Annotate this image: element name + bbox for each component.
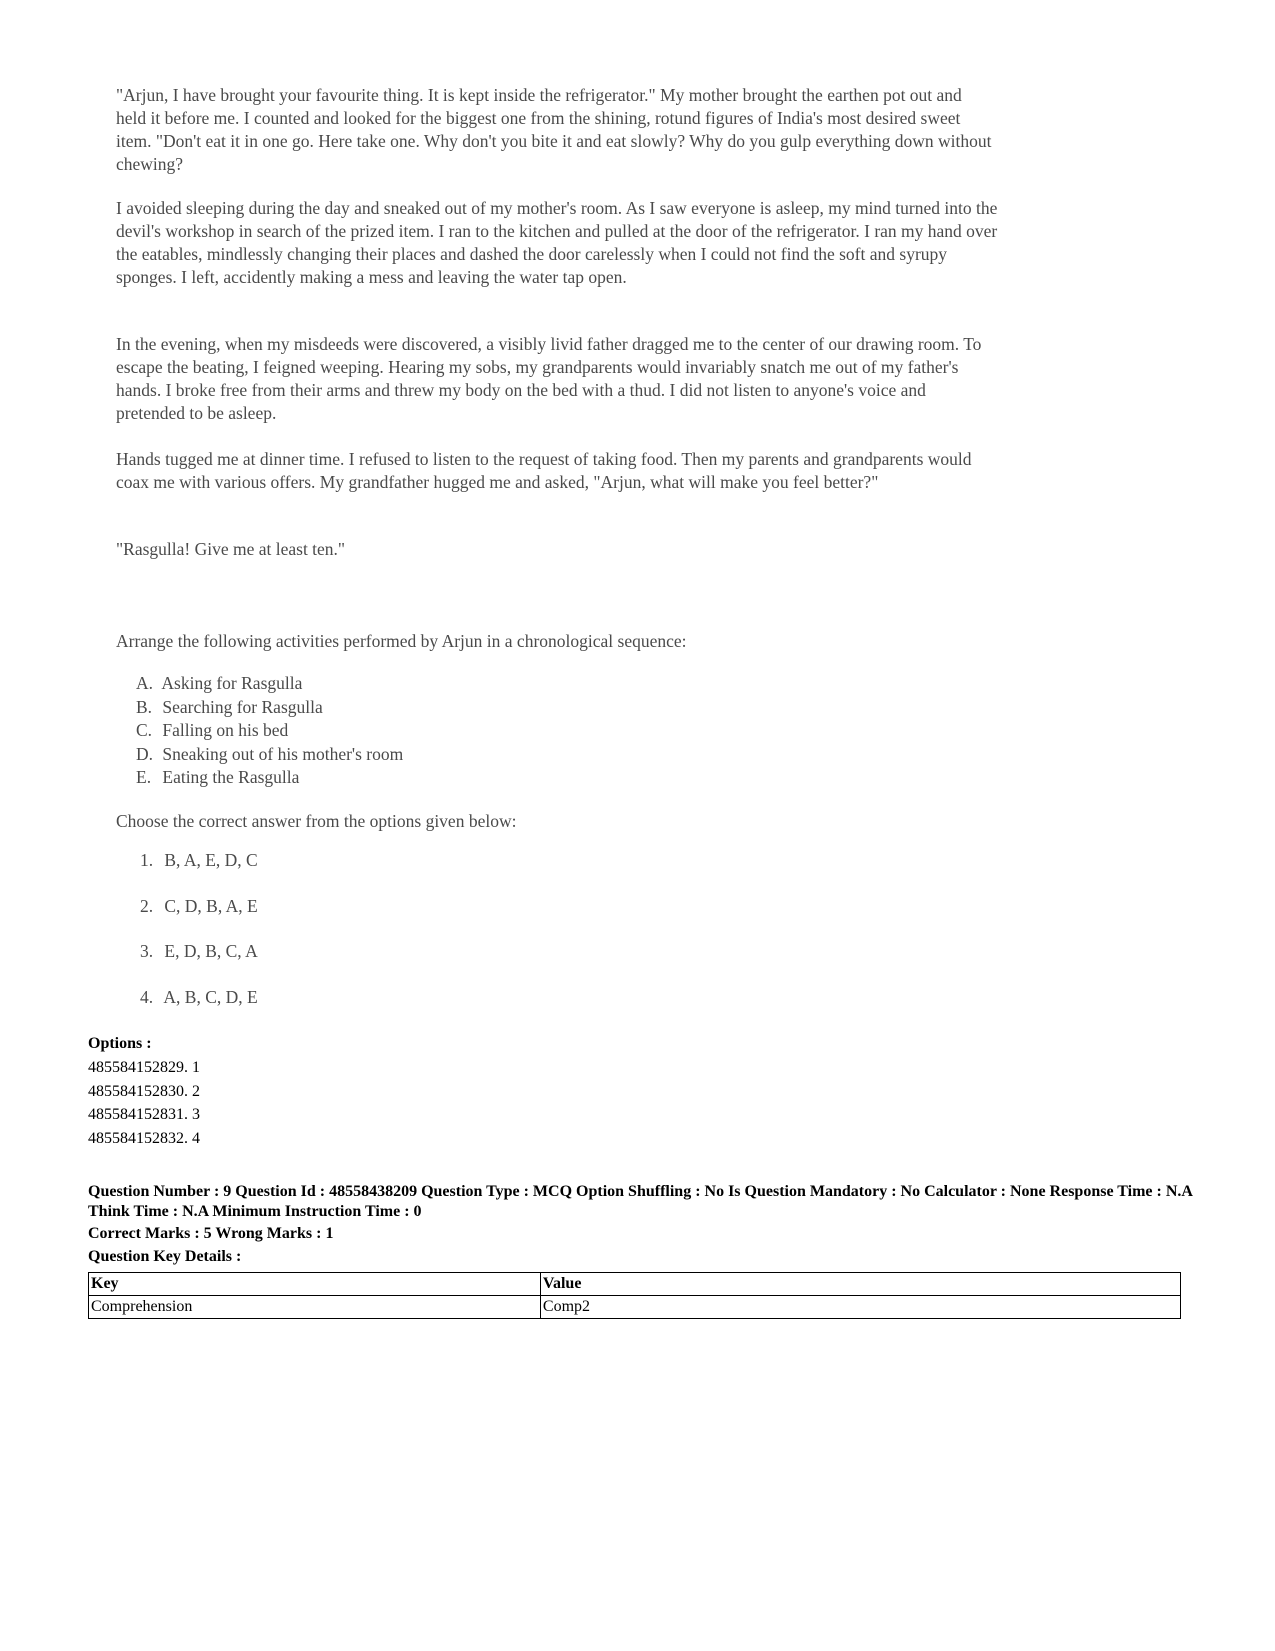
table-cell-value: Comp2 (540, 1296, 1180, 1319)
option-item: 485584152831. 3 (88, 1106, 200, 1123)
options-heading: Options : (88, 1035, 152, 1052)
activity-item: B. Searching for Rasgulla (136, 696, 323, 717)
passage-paragraph-4: Hands tugged me at dinner time. I refused to listen to the request of taking food. Then my parents and grandparents would coax me with various offers. My grandfather hugged me and asked, "Arjun, what will make you feel better?" (116, 449, 972, 492)
choose-instruction: Choose the correct answer from the options given below: (116, 811, 517, 831)
marks-line: Correct Marks : 5 Wrong Marks : 1 (88, 1225, 334, 1242)
answer-choice: 3. E, D, B, C, A (140, 941, 258, 961)
passage-paragraph-3: In the evening, when my misdeeds were discovered, a visibly livid father dragged me to the center of our drawing room. To escape the beating, I feigned weeping. Hearing my sobs, my grandparents would invariably snatch me out of my father's hands. I broke free from their arms and threw my body on the bed with a thud. I did not listen to anyone's voice and pretended to be asleep. (116, 334, 982, 423)
activity-item: A. Asking for Rasgulla (136, 673, 303, 693)
activity-item: C. Falling on his bed (136, 720, 289, 740)
option-item: 485584152830. 2 (88, 1082, 200, 1100)
passage-paragraph-2: I avoided sleeping during the day and sneaked out of my mother's room. As I saw everyone is asleep, my mind turned into the devil's workshop in search of the prized item. I ran to the kitchen and pulled at the door of the refrigerator. I ran my hand over the eatables, mindlessly changing their places and dashed the door carelessly when I could not find the soft and syrupy sponges. I left, accidently making a mess and leaving the water tap open. (116, 198, 998, 287)
question-key-table (88, 1272, 1181, 1319)
options-list (88, 1056, 200, 1150)
passage-paragraph-5: "Rasgulla! Give me at least ten." (116, 539, 346, 559)
option-item: 485584152829. 1 (88, 1059, 200, 1076)
activity-item: E. Eating the Rasgulla (136, 767, 300, 787)
question-instruction: Arrange the following activities performed by Arjun in a chronological sequence: (116, 631, 687, 651)
activity-list (136, 672, 403, 790)
question-metadata: Question Number : 9 Question Id : 48558438209 Question Type : MCQ Option Shuffling : No Is Question Mandatory : No Calculator : None Response Time : N.A Think Time : N.A Minimum Instruction Time : 0 (88, 1183, 1193, 1220)
answer-choice: 1. B, A, E, D, C (140, 850, 258, 870)
table-cell-key: Comprehension (89, 1296, 541, 1319)
key-details-heading: Question Key Details : (88, 1248, 242, 1265)
answer-choice: 2. C, D, B, A, E (140, 895, 258, 916)
table-header-key: Key (89, 1273, 541, 1296)
activity-item: D. Sneaking out of his mother's room (136, 743, 404, 764)
answer-choice-list (140, 849, 258, 1031)
table-row (89, 1296, 1181, 1319)
table-header-value: Value (540, 1273, 1180, 1296)
answer-choice: 4. A, B, C, D, E (140, 986, 258, 1007)
table-header-row (89, 1273, 1181, 1296)
option-item: 485584152832. 4 (88, 1129, 200, 1147)
passage-paragraph-1: "Arjun, I have brought your favourite thing. It is kept inside the refrigerator." My mother brought the earthen pot out and held it before me. I counted and looked for the biggest one from the shining, rotund figures of India's most desired sweet item. "Don't eat it in one go. Here take one. Why don't you bite it and eat slowly? Why do you gulp everything down without chewing? (116, 85, 992, 174)
